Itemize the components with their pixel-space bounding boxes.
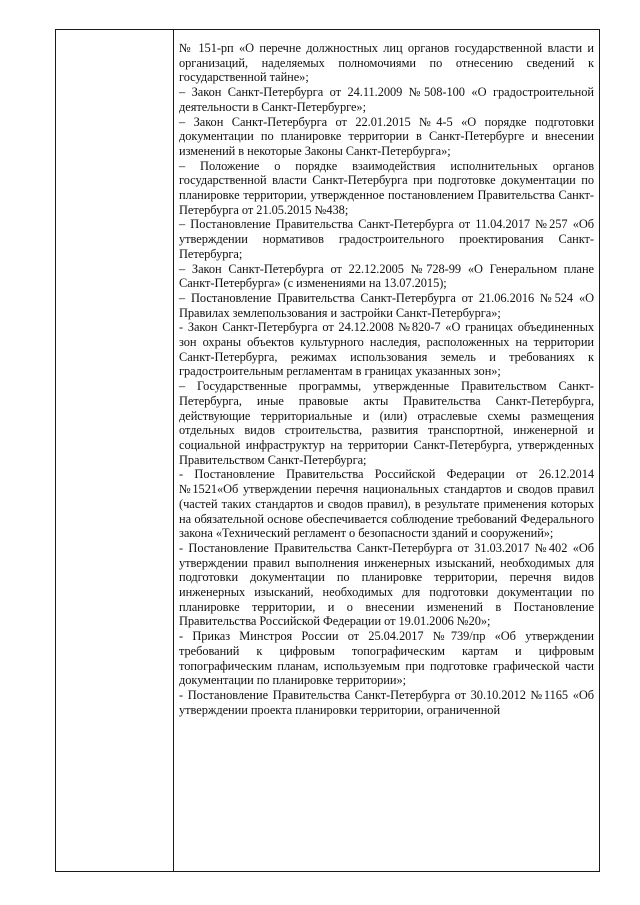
document-table	[55, 29, 600, 872]
document-paragraph: – Положение о порядке взаимодействия исполнительных органов государственной власти Санкт-Петербурга при подготовке документации по планировке территории, утвержденное постановлением Правительства Санкт-Петербурга от 21.05.2015 №438;	[179, 158, 594, 217]
document-paragraph: – Закон Санкт-Петербурга от 24.11.2009 №508-100 «О градостроительной деятельности в Санкт-Петербурге»;	[179, 85, 594, 114]
document-paragraph: – Закон Санкт-Петербурга от 22.12.2005 №728-99 «О Генеральном плане Санкт-Петербурга» (с изменениями на 13.07.2015);	[179, 261, 594, 291]
document-paragraph: – Закон Санкт-Петербурга от 22.01.2015 №4-5 «О порядке подготовки документации по планировке территории в Санкт-Петербурге и внесении изменений в некоторые Законы Санкт-Петербурга»;	[179, 114, 594, 158]
document-paragraph: – Государственные программы, утвержденные Правительством Санкт-Петербурга, иные правовые акты Правительства Санкт-Петербурга, действующие территориальные и (или) отраслевые схемы размещения отдельных видов строительства, развития транспортной, инженерной и социальной инфраструктур на территории Санкт-Петербурга, утвержденных Правительством Санкт-Петербурга;	[179, 379, 594, 467]
document-paragraph: - Постановление Правительства Санкт-Петербурга от 31.03.2017 №402 «Об утверждении правил выполнения инженерных изысканий, необходимых для подготовки документации по планировке территории, перечня видов инженерных изысканий, необходимых для подготовки документации по планировке территории, и о внесении изменений в Постановление Правительства Российской Федерации от 19.01.2006 №20»;	[179, 540, 594, 629]
document-paragraph: - Закон Санкт-Петербурга от 24.12.2008 №820-7 «О границах объединенных зон охраны объектов культурного наследия, расположенных на территории Санкт-Петербурга, режимах использования земель и требованиях к градостроительным регламентам в границах указанных зон»;	[179, 320, 594, 379]
document-paragraph: - Постановление Правительства Санкт-Петербурга от 30.10.2012 №1165 «Об утверждении проекта планировки территории, ограниченной	[179, 687, 594, 717]
document-paragraph: – Постановление Правительства Санкт-Петербурга от 11.04.2017 №257 «Об утверждении нормативов градостроительного проектирования Санкт-Петербурга;	[179, 217, 594, 261]
document-paragraph: - Постановление Правительства Российской Федерации от 26.12.2014 №1521«Об утверждении перечня национальных стандартов и сводов правил (частей таких стандартов и сводов правил), в результате применения которых на обязательной основе обеспечивается соблюдение требований Федерального закона «Технический регламент о безопасности зданий и сооружений»;	[179, 467, 594, 541]
document-paragraph: № 151-рп «О перечне должностных лиц органов государственной власти и организаций, наделяемых полномочиями по отнесению сведений к государственной тайне»;	[179, 41, 594, 85]
document-paragraph: – Постановление Правительства Санкт-Петербурга от 21.06.2016 №524 «О Правилах землепользования и застройки Санкт-Петербурга»;	[179, 290, 594, 320]
document-paragraph: - Приказ Минстроя России от 25.04.2017 №739/пр «Об утверждении требований к цифровым топографическим картам и цифровым топографическим планам, используемым при подготовке графической части документации по планировке территории»;	[179, 629, 594, 688]
table-left-column	[56, 30, 174, 871]
table-right-column	[174, 30, 599, 871]
